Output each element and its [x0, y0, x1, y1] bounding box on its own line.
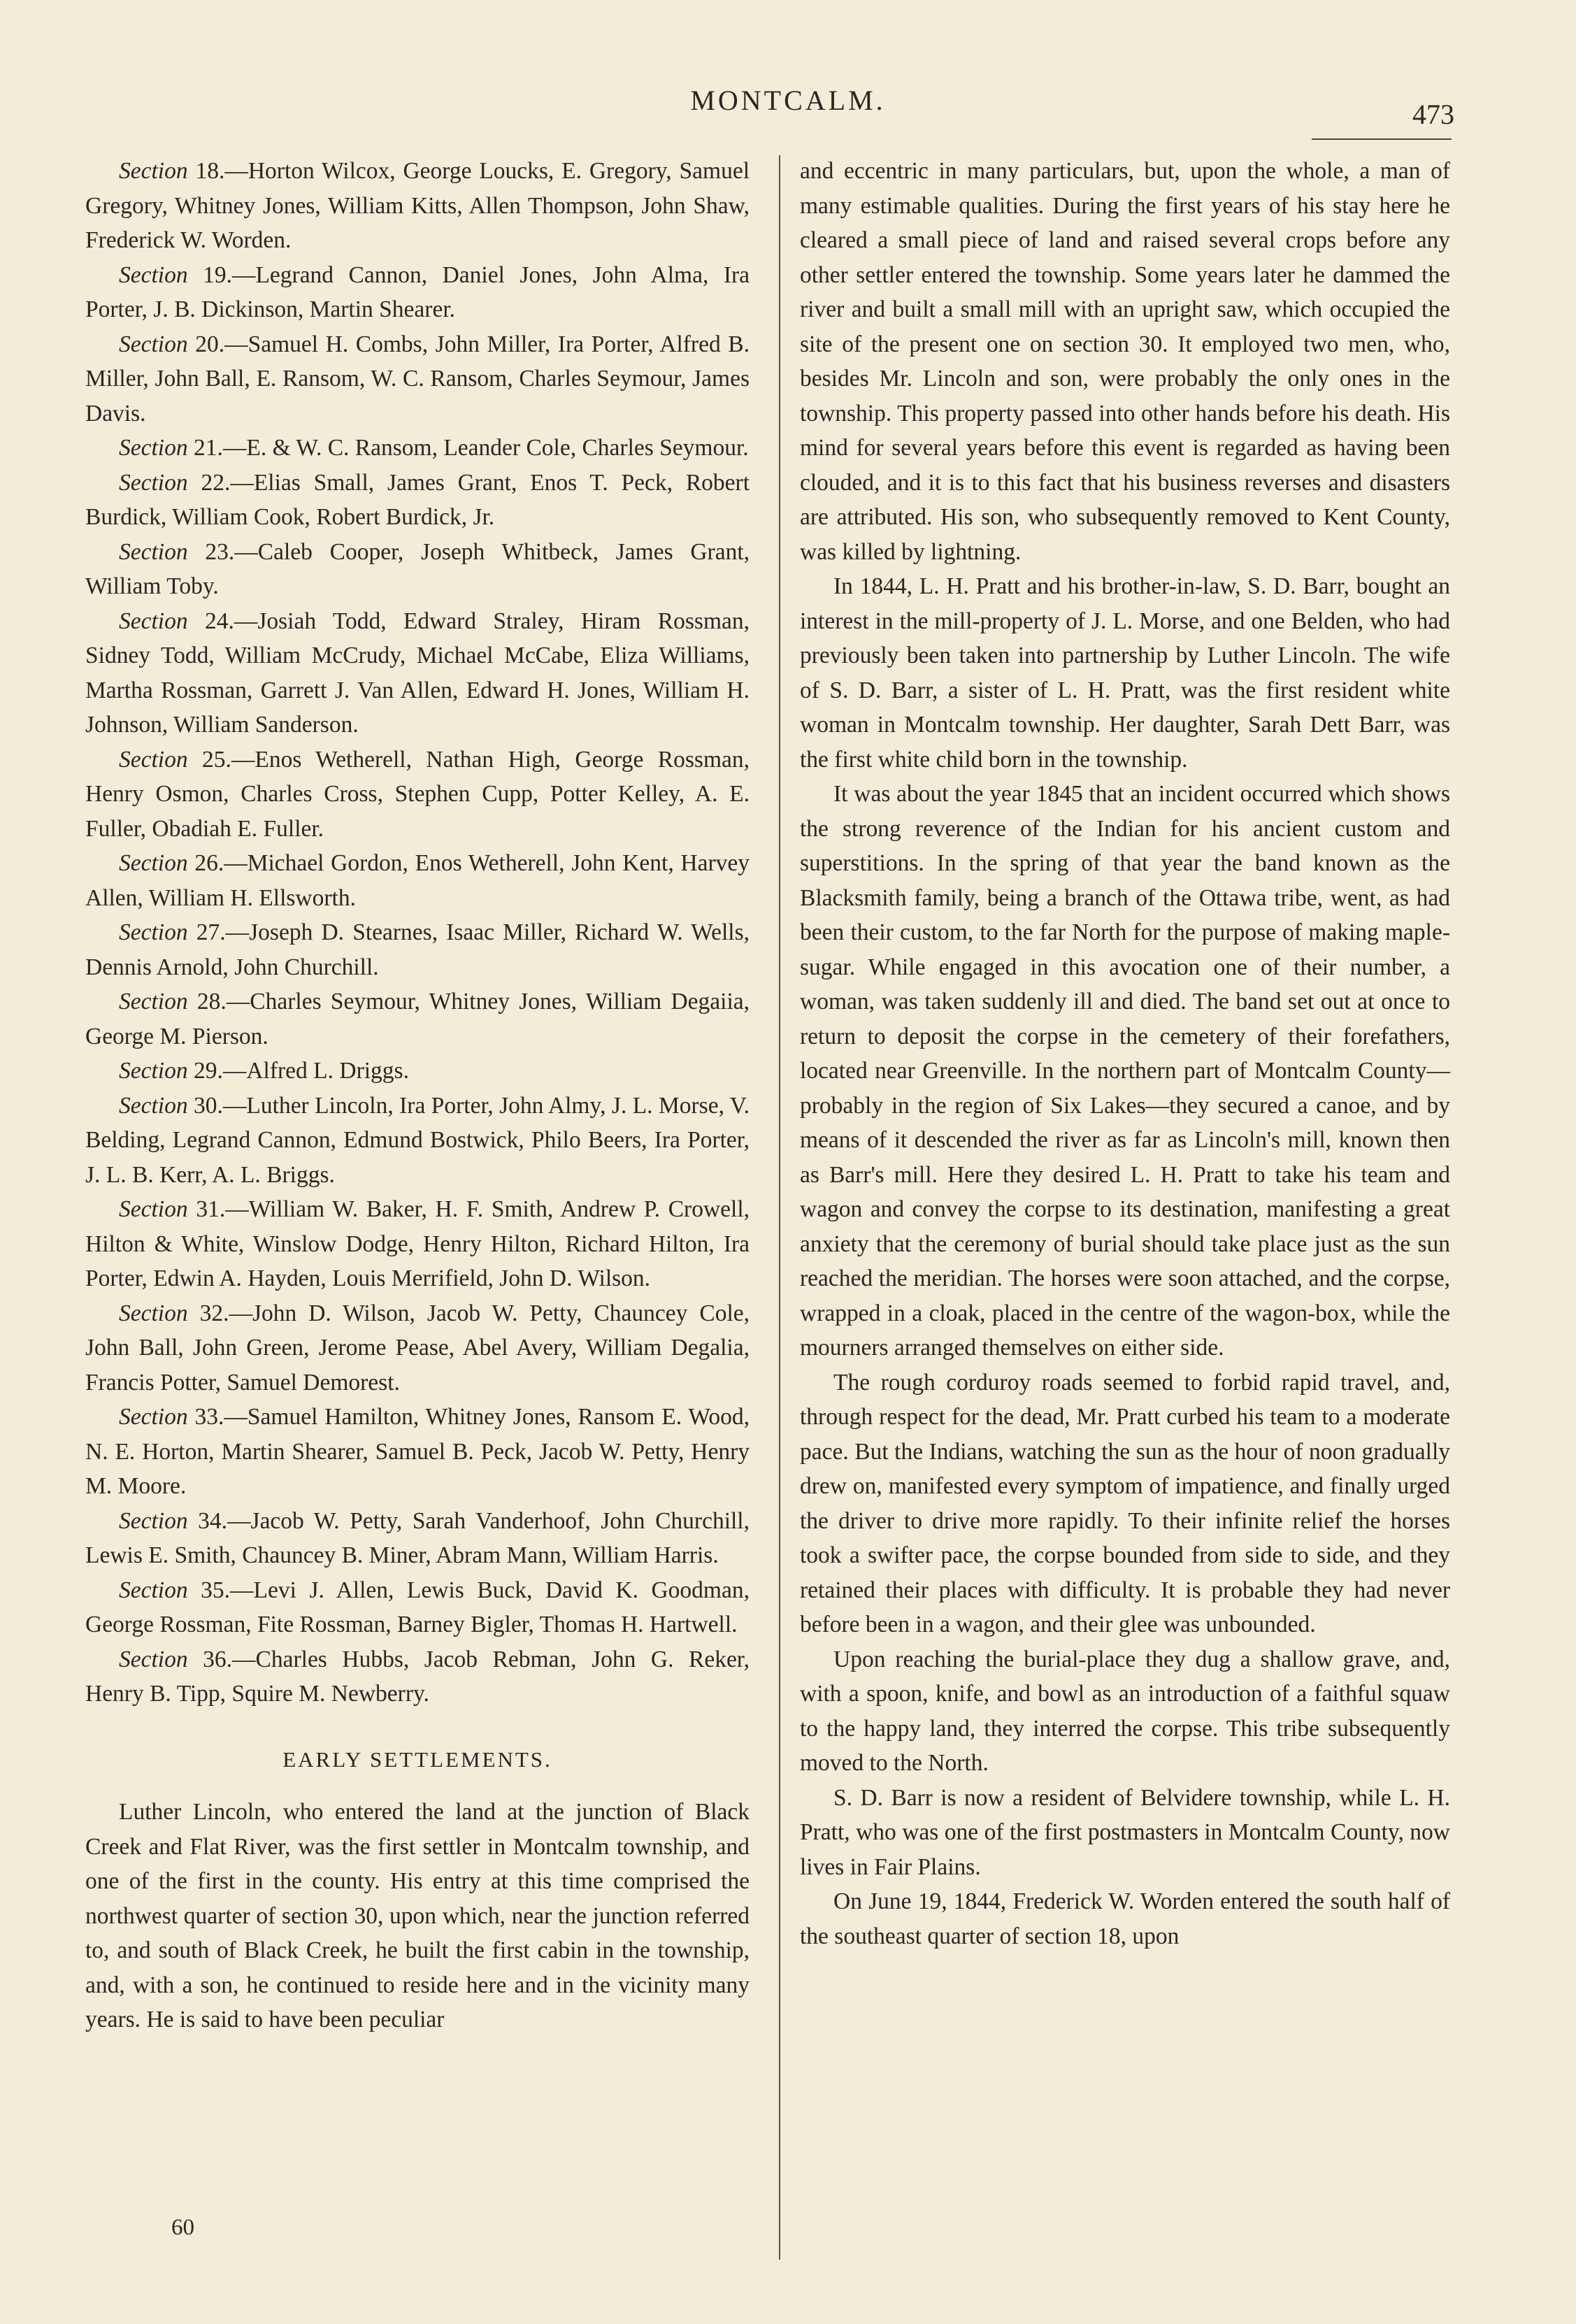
section-names: 31.—William W. Baker, H. F. Smith, Andrew P. Crowell, Hilton & White, Winslow Dodge, Henry Hilton, Richard Hilton, Ira Porter, Edwin A. Hayden, Louis Merrifield, John D. Wilson. [85, 1196, 750, 1291]
section-entry [85, 1054, 750, 1089]
section-entry [85, 327, 750, 431]
section-entry [85, 604, 750, 743]
section-entry [85, 984, 750, 1054]
body-paragraph: and eccentric in many particulars, but, upon the whole, a man of many estimable qualities. During the first years of his stay here he cleared a small piece of land and raised several crops before any other settler entered the township. Some years later he dammed the river and built a small mill with an upright saw, which occupied the site of the present one on section 30. It employed two men, who, besides Mr. Lincoln and son, were probably the only ones in the township. This property passed into other hands before his death. His mind for several years before this event is regarded as having been clouded, and it is to this fact that his business reverses and disasters are attributed. His son, who subsequently removed to Kent County, was killed by lightning. [800, 158, 1450, 565]
section-names: 30.—Luther Lincoln, Ira Porter, John Almy, J. L. Morse, V. Belding, Legrand Cannon, Edmund Bostwick, Philo Beers, Ira Porter, J. L. B. Kerr, A. L. Briggs. [85, 1092, 750, 1188]
section-entry [85, 1504, 750, 1573]
body-paragraph: Upon reaching the burial-place they dug a shallow grave, and, with a spoon, knife, and bowl as an introduction of a faithful squaw to the happy land, they interred the corpse. This tribe subsequently moved to the North. [800, 1646, 1450, 1776]
section-label: Section [119, 469, 188, 496]
section-entry [85, 466, 750, 535]
section-list [85, 154, 750, 1712]
section-label: Section [119, 1577, 188, 1603]
section-names: 21.—E. & W. C. Ransom, Leander Cole, Charles Seymour. [193, 435, 749, 461]
section-label: Section [119, 1507, 188, 1534]
body-paragraph: On June 19, 1844, Frederick W. Worden entered the south half of the southeast quarter of section 18, upon [800, 1888, 1450, 1949]
section-names: 34.—Jacob W. Petty, Sarah Vanderhoof, John Churchill, Lewis E. Smith, Chauncey B. Miner, Abram Mann, William Harris. [85, 1507, 750, 1568]
section-names: 29.—Alfred L. Driggs. [193, 1058, 409, 1084]
section-entry [85, 1642, 750, 1712]
section-names: 28.—Charles Seymour, Whitney Jones, William Degaiia, George M. Pierson. [85, 989, 750, 1049]
section-entry [85, 154, 750, 258]
section-entry [85, 915, 750, 984]
section-label: Section [119, 1196, 188, 1222]
section-label: Section [119, 435, 188, 461]
signature-folio: 60 [171, 2215, 194, 2240]
section-label: Section [119, 1058, 188, 1084]
section-names: 20.—Samuel H. Combs, John Miller, Ira Porter, Alfred B. Miller, John Ball, E. Ransom, W. C. Ransom, Charles Seymour, James Davis. [85, 331, 750, 426]
section-names: 23.—Caleb Cooper, Joseph Whitbeck, James Grant, William Toby. [85, 538, 750, 599]
section-entry [85, 1296, 750, 1400]
section-names: 32.—John D. Wilson, Jacob W. Petty, Chauncey Cole, John Ball, John Green, Jerome Pease, Abel Avery, William Degalia, Francis Potter, Samuel Demorest. [85, 1300, 750, 1396]
section-entry [85, 1400, 750, 1504]
body-paragraph: The rough corduroy roads seemed to forbid rapid travel, and, through respect for the dead, Mr. Pratt curbed his team to a moderate pace. But the Indians, watching the sun as the hour of noon gradually drew on, manifested every symptom of impatience, and finally urged the driver to drive more rapidly. To their infinite relief the horses took a swifter pace, the corpse bounded from side to side, and they retained their places with difficulty. It is probable they had never before been in a wagon, and their glee was unbounded. [800, 1369, 1450, 1637]
body-paragraph: It was about the year 1845 that an incident occurred which shows the strong reverence of the Indian for his ancient custom and superstitions. In the spring of that year the band known as the Blacksmith family, being a branch of the Ottawa tribe, went, as had been their custom, to the far North for the purpose of making maple-sugar. While engaged in this avocation one of their number, a woman, was taken suddenly ill and died. The band set out at once to return to deposit the corpse in the cemetery of their forefathers, located near Greenville. In the northern part of Montcalm County—probably in the region of Six Lakes—they secured a canoe, and by means of it descended the river as far as Lincoln's mill, known then as Barr's mill. Here they desired L. H. Pratt to take his team and wagon and convey the corpse to its destination, manifesting a great anxiety that the ceremony of burial should take place just as the sun reached the meridian. The horses were soon attached, and the corpse, wrapped in a cloak, placed in the centre of the wagon-box, while the mourners arranged themselves on either side. [800, 781, 1450, 1361]
body-paragraph: Luther Lincoln, who entered the land at the junction of Black Creek and Flat River, was the first settler in Montcalm township, and one of the first in the county. His entry at this time comprised the northwest quarter of section 30, upon which, near the junction referred to, and south of Black Creek, he built the first cabin in the township, and, with a son, he continued to reside here and in the vicinity many years. He is said to have been peculiar [85, 1799, 750, 2032]
section-names: 18.—Horton Wilcox, George Loucks, E. Gregory, Samuel Gregory, Whitney Jones, William Kitts, Allen Thompson, John Shaw, Frederick W. Worden. [85, 158, 750, 253]
section-label: Section [119, 158, 188, 184]
section-label: Section [119, 989, 188, 1014]
running-title: MONTCALM. [690, 85, 886, 116]
page-number: 473 [1412, 99, 1454, 130]
right-column [800, 154, 1450, 1953]
section-names: 19.—Legrand Cannon, Daniel Jones, John Alma, Ira Porter, J. B. Dickinson, Martin Shearer. [85, 261, 750, 322]
section-names: 27.—Joseph D. Stearnes, Isaac Miller, Richard W. Wells, Dennis Arnold, John Churchill. [85, 919, 750, 980]
section-label: Section [119, 331, 188, 357]
section-label: Section [119, 850, 188, 876]
section-label: Section [119, 746, 188, 773]
section-entry [85, 431, 750, 466]
section-label: Section [119, 1092, 188, 1119]
section-label: Section [119, 261, 188, 288]
section-label: Section [119, 538, 188, 565]
section-entry [85, 743, 750, 847]
section-entry [85, 1573, 750, 1642]
section-names: 25.—Enos Wetherell, Nathan High, George Rossman, Henry Osmon, Charles Cross, Stephen Cupp, Potter Kelley, A. E. Fuller, Obadiah E. Fuller. [85, 746, 750, 842]
section-names: 33.—Samuel Hamilton, Whitney Jones, Ransom E. Wood, N. E. Horton, Martin Shearer, Samuel B. Peck, Jacob W. Petty, Henry M. Moore. [85, 1404, 750, 1499]
section-entry [85, 258, 750, 327]
section-label: Section [119, 1646, 188, 1672]
body-paragraph: S. D. Barr is now a resident of Belvidere township, while L. H. Pratt, who was one of the first postmasters in Montcalm County, now lives in Fair Plains. [800, 1784, 1450, 1880]
body-paragraph: In 1844, L. H. Pratt and his brother-in-law, S. D. Barr, bought an interest in the mill-property of J. L. Morse, and one Belden, who had previously been taken into partnership by Luther Lincoln. The wife of S. D. Barr, a sister of L. H. Pratt, was the first resident white woman in Montcalm township. Her daughter, Sarah Dett Barr, was the first white child born in the township. [800, 573, 1450, 773]
section-names: 24.—Josiah Todd, Edward Straley, Hiram Rossman, Sidney Todd, William McCrudy, Michael McCabe, Eliza Williams, Martha Rossman, Garrett J. Van Allen, Edward H. Jones, William H. Johnson, William Sanderson. [85, 608, 750, 738]
left-column [85, 154, 750, 2037]
column-divider [779, 155, 780, 2260]
section-names: 26.—Michael Gordon, Enos Wetherell, John Kent, Harvey Allen, William H. Ellsworth. [85, 850, 750, 911]
header-rule [1312, 138, 1452, 140]
section-label: Section [119, 919, 188, 945]
section-entry [85, 846, 750, 915]
section-names: 35.—Levi J. Allen, Lewis Buck, David K. Goodman, George Rossman, Fite Rossman, Barney Bigler, Thomas H. Hartwell. [85, 1577, 750, 1637]
section-entry [85, 1089, 750, 1193]
section-entry [85, 1192, 750, 1296]
section-names: 22.—Elias Small, James Grant, Enos T. Peck, Robert Burdick, William Cook, Robert Burdick, Jr. [85, 469, 750, 530]
section-entry [85, 535, 750, 604]
section-label: Section [119, 608, 188, 634]
section-label: Section [119, 1300, 188, 1326]
early-settlements-heading: EARLY SETTLEMENTS. [282, 1746, 552, 1772]
section-label: Section [119, 1404, 188, 1430]
section-names: 36.—Charles Hubbs, Jacob Rebman, John G. Reker, Henry B. Tipp, Squire M. Newberry. [85, 1646, 750, 1707]
